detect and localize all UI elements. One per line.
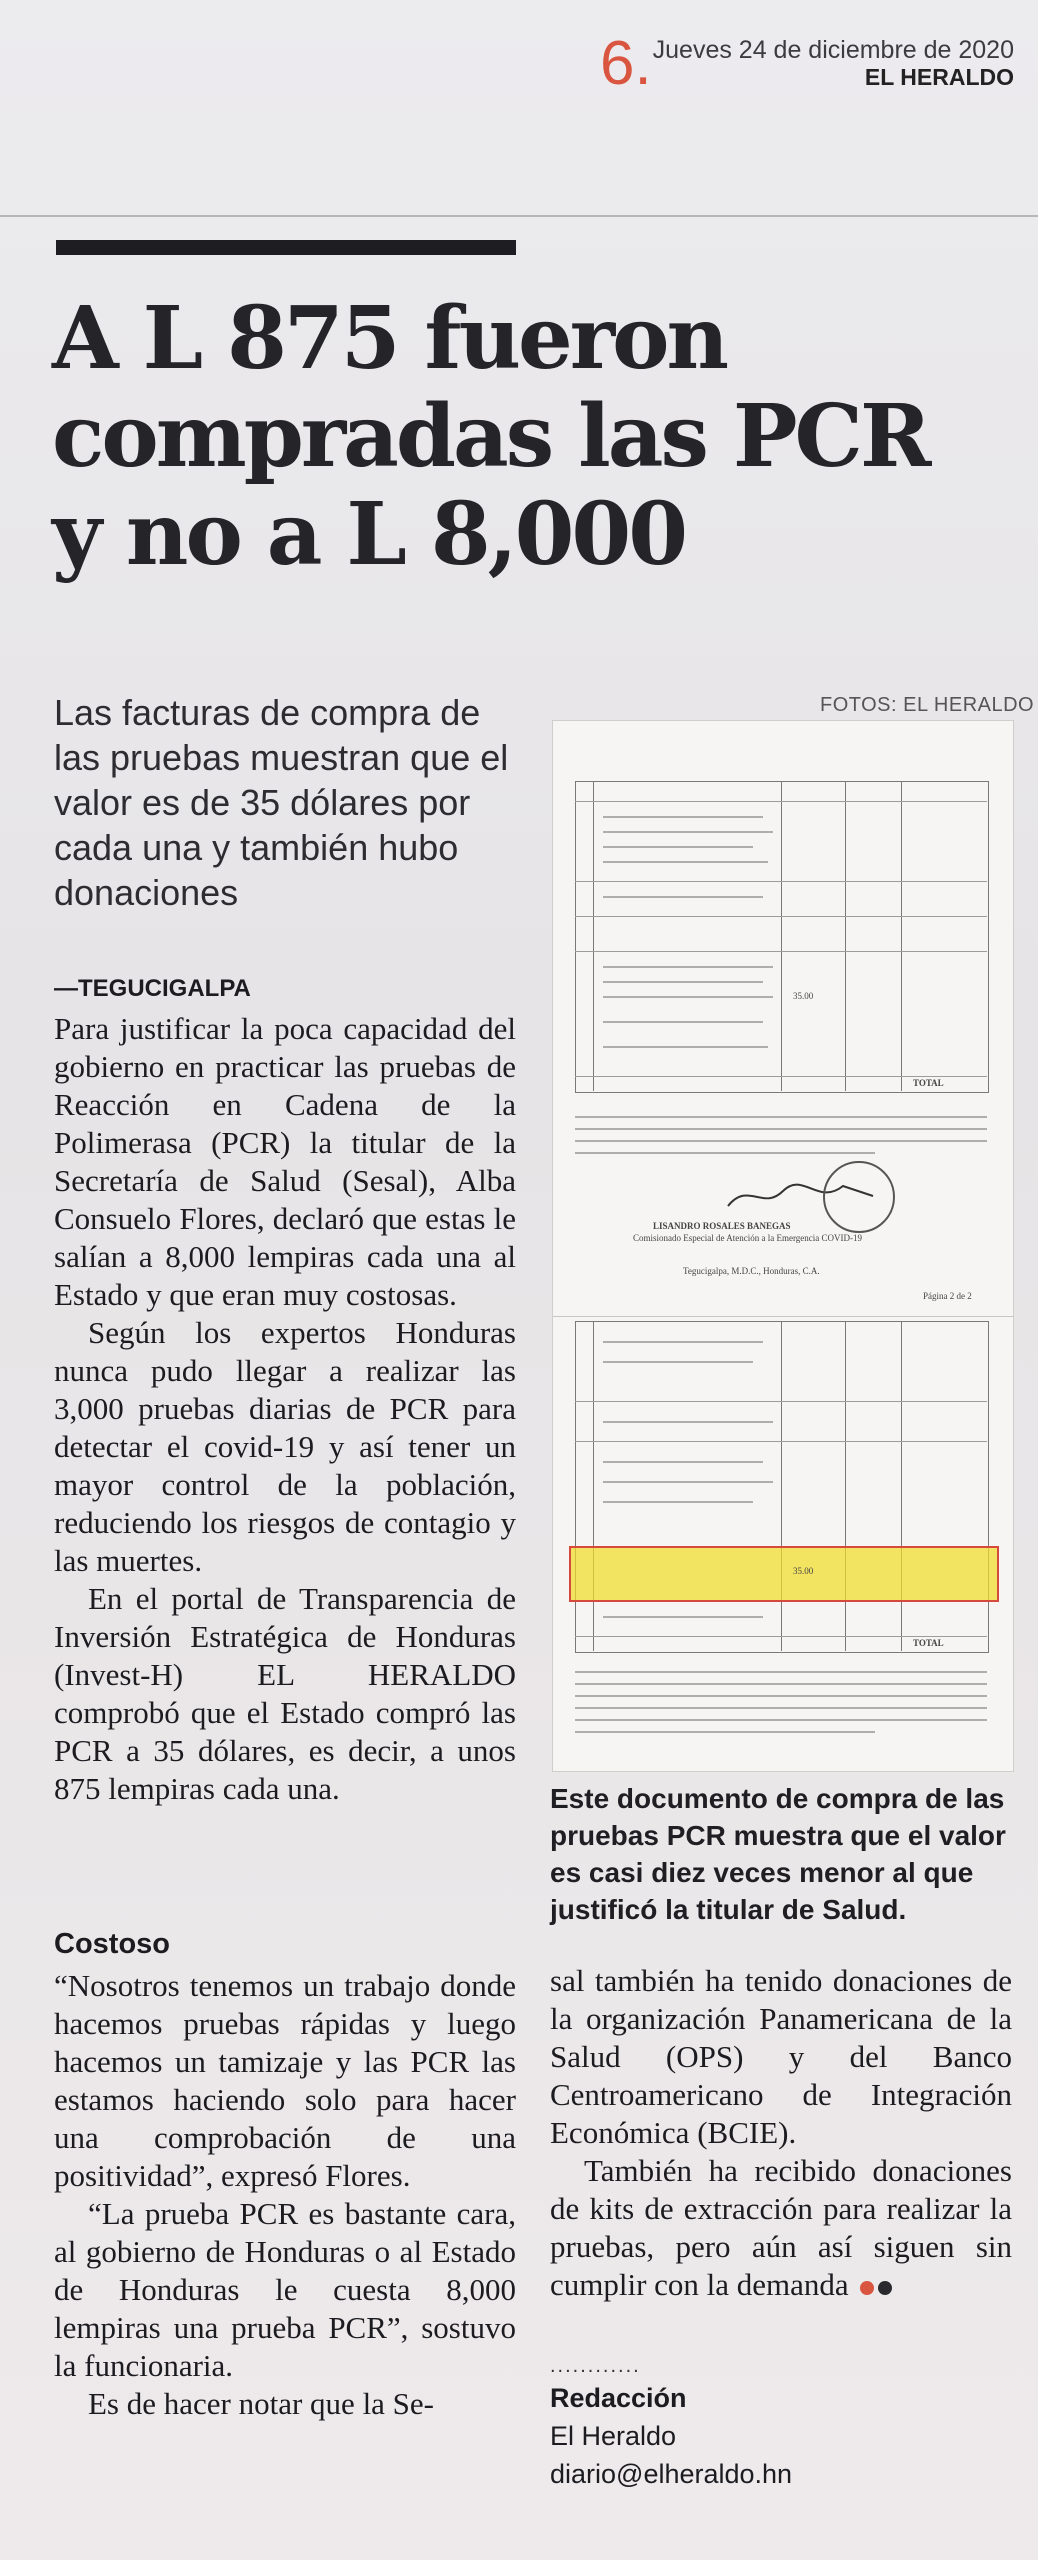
dateline-city: —TEGUCIGALPA: [54, 975, 251, 1002]
paragraph-2: Según los expertos Honduras nunca pudo llegar a realizar las 3,000 pruebas diarias de PCR para detectar el covid-19 y así tener un mayor control de la población, reduciendo los riesgos de contagio y las muertes.: [54, 1315, 516, 1578]
subheadline: Las facturas de compra de las pruebas muestran que el valor es de 35 dólares por cada una y también hubo donaciones: [54, 692, 509, 913]
document-table-2: [575, 1321, 989, 1653]
headline: [52, 290, 1032, 584]
document-signer-title: Comisionado Especial de Atención a la Emergencia COVID-19: [633, 1233, 863, 1243]
headline-line-3: y no a L 8,000: [52, 484, 686, 585]
section-subtitle: Costoso: [54, 1928, 170, 1960]
total-label-1: TOTAL: [913, 1078, 944, 1088]
paragraph-6: Es de hacer notar que la Se-: [88, 2386, 435, 2421]
page-number: 6.: [600, 29, 652, 98]
paragraph-1: Para justificar la poca capacidad del gobierno en practicar las pruebas de Reacción en Cadena de la Polimerasa (PCR) la titular de la Secretaría de Salud (Sesal), Alba Consuelo Flores, declaró que estas le salían a 8,000 lempiras cada una al Estado y que eran muy costosas.: [54, 1011, 516, 1312]
headline-line-1: A L 875 fueron: [52, 288, 726, 389]
total-label-2: TOTAL: [913, 1638, 944, 1648]
paragraph-3: En el portal de Transparencia de Inversión Estratégica de Honduras (Invest-H) EL HERALDO comprobó que el Estado compró las PCR a 35 dólares, es decir, a unos 875 lempiras cada una.: [54, 1581, 516, 1806]
headline-line-2: compradas las PCR: [52, 386, 929, 487]
article-column-1-lower: [54, 1925, 516, 2423]
end-mark-dot-icon: [878, 2281, 892, 2295]
paragraph-5: “La prueba PCR es bastante cara, al gobierno de Honduras o al Estado de Honduras le cuesta 8,000 lempiras una prueba PCR”, sostuvo la funcionaria.: [54, 2196, 516, 2383]
byline-email[interactable]: diario@elheraldo.hn: [550, 2459, 793, 2489]
paragraph-8: También ha recibido donaciones de kits de extracción para realizar la pruebas, pero aún así siguen sin cumplir con la demanda: [550, 2153, 1012, 2302]
paragraph-4: “Nosotros tenemos un trabajo donde hacemos pruebas rápidas y luego hacemos un tamizaje y las PCR las estamos haciendo solo para hacer una comprobación de una positividad”, expresó Flores.: [54, 1968, 516, 2193]
paragraph-7: sal también ha tenido donaciones de la organización Panamericana de la Salud (OPS) y del Banco Centroamericano de Integración Económica (BCIE).: [550, 1963, 1012, 2150]
article-column-2: [550, 1962, 1012, 2304]
article-column-1: [54, 970, 516, 1808]
signature-separator: ............: [550, 2355, 641, 2377]
official-seal-icon: [823, 1161, 895, 1233]
unit-price-2: 35.00: [793, 1566, 814, 1576]
document-signer: LISANDRO ROSALES BANEGAS: [653, 1221, 791, 1231]
byline-role: Redacción: [550, 2383, 687, 2413]
headline-bar: [56, 240, 516, 255]
unit-price-1: 35.00: [793, 991, 814, 1001]
header-divider: [0, 215, 1038, 217]
document-page: Página 2 de 2: [923, 1291, 972, 1301]
photo-caption: Este documento de compra de las pruebas PCR muestra que el valor es casi diez veces menor al que justificó la titular de Salud.: [550, 1783, 1006, 1925]
photo-credit: FOTOS: EL HERALDO: [820, 694, 1035, 716]
newspaper-name: EL HERALDO: [864, 64, 1014, 90]
issue-date: Jueves 24 de diciembre de 2020: [652, 36, 1014, 64]
byline-name: El Heraldo: [550, 2421, 677, 2451]
document-place: Tegucigalpa, M.D.C., Honduras, C.A.: [683, 1266, 820, 1276]
end-mark-dot-icon: [860, 2281, 874, 2295]
highlighted-price-row: [569, 1546, 999, 1602]
purchase-document-photo: [552, 720, 1014, 1772]
